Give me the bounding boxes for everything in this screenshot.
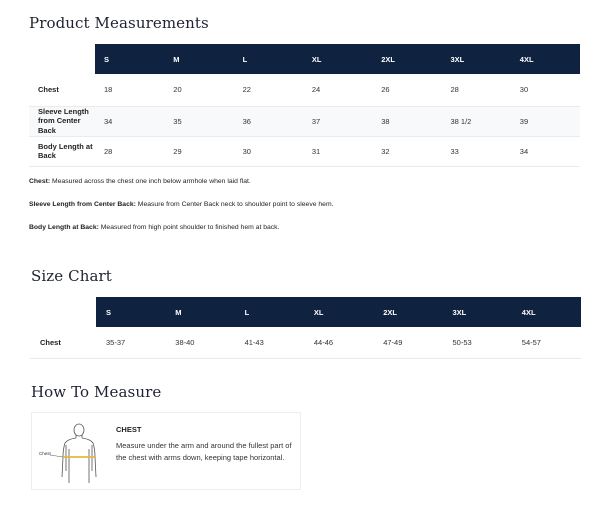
size-header: S — [95, 44, 164, 74]
table-cell: 38 — [372, 106, 441, 136]
table-cell: 54-57 — [512, 327, 581, 359]
measurements-title: Product Measurements — [29, 14, 209, 32]
row-label: Sleeve Length from Center Back — [29, 106, 95, 136]
table-cell: 32 — [372, 136, 441, 166]
size-header: 4XL — [512, 297, 581, 327]
size-header: 2XL — [373, 297, 442, 327]
size-header: 4XL — [511, 44, 580, 74]
size-header: M — [164, 44, 233, 74]
table-cell: 35-37 — [96, 327, 165, 359]
table-cell: 39 — [511, 106, 580, 136]
note-chest — [29, 178, 251, 185]
table-cell: 38 1/2 — [441, 106, 510, 136]
table-row — [29, 136, 580, 166]
note-term: Chest: — [29, 178, 51, 185]
measure-card-text: Measure under the arm and around the fullest part of the chest with arms down, keeping tape horizontal. — [116, 441, 292, 462]
table-cell: 18 — [95, 74, 164, 106]
measure-card — [31, 412, 301, 490]
table-cell: 50-53 — [442, 327, 511, 359]
table-cell: 36 — [234, 106, 303, 136]
note-term: Sleeve Length from Center Back: — [29, 201, 136, 208]
table-cell: 37 — [303, 106, 372, 136]
table-cell: 34 — [95, 106, 164, 136]
note-text: Measured from high point shoulder to finished hem at back. — [98, 224, 280, 231]
row-label: Body Length at Back — [29, 136, 95, 166]
size-header: 3XL — [442, 297, 511, 327]
size-header: 3XL — [441, 44, 510, 74]
header-spacer — [29, 44, 95, 74]
note-term: Body Length at Back: — [29, 224, 99, 231]
note-sleeve — [29, 201, 334, 208]
size-chart-table — [30, 297, 581, 359]
note-text: Measured across the chest one inch below armhole when laid flat. — [50, 178, 251, 185]
table-cell: 26 — [372, 74, 441, 106]
table-row — [30, 327, 581, 359]
measurements-table — [29, 44, 580, 167]
size-header: L — [234, 44, 303, 74]
size-header: XL — [304, 297, 373, 327]
measurements-header-row — [29, 44, 580, 74]
table-row — [29, 106, 580, 136]
table-cell: 47-49 — [373, 327, 442, 359]
size-header: XL — [303, 44, 372, 74]
table-cell: 44-46 — [304, 327, 373, 359]
size-header: S — [96, 297, 165, 327]
table-cell: 29 — [164, 136, 233, 166]
size-header: L — [235, 297, 304, 327]
row-label: Chest — [29, 74, 95, 106]
note-body-length — [29, 224, 279, 231]
table-cell: 28 — [441, 74, 510, 106]
row-label: Chest — [30, 327, 96, 359]
table-cell: 20 — [164, 74, 233, 106]
torso-figure-icon — [38, 419, 110, 485]
size-header: M — [165, 297, 234, 327]
measure-card-title: CHEST — [116, 425, 142, 434]
table-cell: 22 — [234, 74, 303, 106]
size-chart-title: Size Chart — [31, 267, 112, 285]
note-text: Measure from Center Back neck to shoulder point to sleeve hem. — [135, 201, 334, 208]
table-cell: 28 — [95, 136, 164, 166]
table-cell: 34 — [511, 136, 580, 166]
table-cell: 38-40 — [165, 327, 234, 359]
table-cell: 31 — [303, 136, 372, 166]
table-cell: 24 — [303, 74, 372, 106]
figure-label: Chest — [39, 451, 51, 456]
table-cell: 41-43 — [235, 327, 304, 359]
table-cell: 30 — [234, 136, 303, 166]
size-header: 2XL — [372, 44, 441, 74]
table-cell: 33 — [441, 136, 510, 166]
table-cell: 30 — [511, 74, 580, 106]
how-to-measure-title: How To Measure — [31, 383, 162, 401]
header-spacer — [30, 297, 96, 327]
size-chart-header-row — [30, 297, 581, 327]
table-cell: 35 — [164, 106, 233, 136]
table-row — [29, 74, 580, 106]
